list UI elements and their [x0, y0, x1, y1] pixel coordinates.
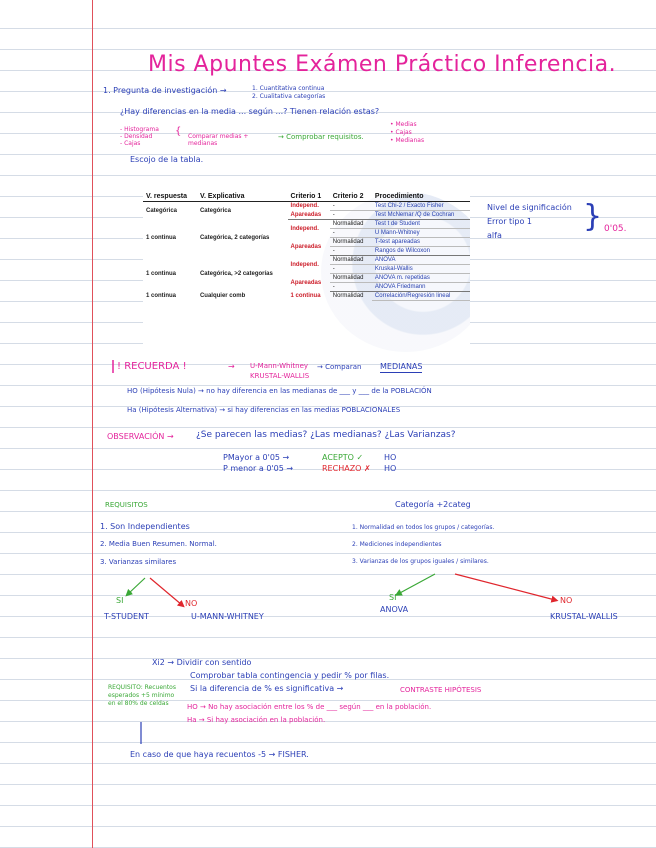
table-cell: T-test apareadas [372, 238, 470, 247]
chi-line-2: Si la diferencia de % es significativa → [190, 684, 344, 693]
graph-type-1: - Histograma [120, 126, 159, 133]
table-cell: Kruskal-Wallis [372, 265, 470, 274]
table-cell: - [330, 229, 372, 238]
arrow-icon: → [228, 362, 235, 371]
observacion-text: ¿Se parecen las medias? ¿Las medianas? ¿Las Varianzas? [196, 430, 456, 440]
choose-table: Escojo de la tabla. [130, 155, 204, 164]
table-cell: Test Chi-2 / Exacto Fisher [372, 202, 470, 211]
significance-level: Nivel de significación [487, 203, 572, 212]
header-cell: V. respuesta [143, 192, 197, 202]
header-cell: Criterio 1 [288, 192, 330, 202]
t-student-result: T-STUDENT [104, 612, 149, 621]
chi-label: Xi2 → Dividir con sentido [152, 658, 252, 667]
table-cell: - [330, 247, 372, 256]
table-cell: ANOVA m. repetidas [372, 274, 470, 283]
table-cell: 1 continua [146, 293, 177, 299]
arrow-si-right [398, 574, 435, 594]
table-cell: Cualquier comb [199, 293, 246, 299]
medianas-label: MEDIANAS [380, 362, 423, 371]
arrow-no-right [455, 574, 555, 600]
table-cell: Correlación/Regresión lineal [372, 292, 470, 301]
page-title: Mis Apuntes Exámen Práctico Inferencia. [148, 52, 617, 77]
table-cell: Categórica, >2 categorías [199, 270, 273, 277]
table-cell: Normalidad [330, 238, 372, 247]
table-cell: - [330, 211, 372, 220]
requisito-item: 3. Varianzas similares [100, 558, 177, 566]
stat-3: • Medianas [390, 137, 425, 144]
requisito-item: 2. Media Buen Resumen. Normal. [100, 540, 217, 548]
categoria-item: 1. Normalidad en todos los grupos / categorías. [352, 524, 495, 531]
compare-text: Comparar medias + medianas [188, 133, 249, 148]
h0-chi: HO → No hay asociación entre los % de ___ según ___ en la población. [187, 703, 432, 711]
ha-recuerda: Ha (Hipótesis Alternativa) → si hay diferencias en las medias POBLACIONALES [127, 406, 401, 414]
table-cell: Independ. [290, 261, 319, 268]
table-cell: Normalidad [332, 293, 364, 300]
alpha-label: alfa [487, 231, 502, 240]
table-cell: 1 continua [290, 293, 321, 299]
table-cell: Apareadas [290, 279, 322, 286]
recuerda-test-1: U-Mann-Whitney [250, 362, 309, 370]
table-cell: - [330, 283, 372, 292]
table-cell: Categórica [146, 207, 178, 214]
requisito-chi: en el 80% de celdas [108, 700, 169, 707]
requisito-chi: REQUISITO: Recuentos [108, 684, 176, 691]
table-cell: Independ. [290, 225, 319, 232]
table-cell: 1 continua [146, 270, 177, 277]
ha-chi: Ha → Si hay asociación en la población. [187, 716, 326, 724]
arrow-no-left [150, 578, 182, 605]
rechazo-h0: HO [384, 464, 397, 473]
table-cell: Categórica, 2 categorías [199, 234, 270, 241]
categoria-item: 3. Varianzas de los grupos iguales / similares. [352, 558, 489, 565]
no-label: NO [185, 599, 198, 608]
p-menor: P menor a 0'05 → [223, 464, 294, 473]
kruskal-result: KRUSTAL-WALLIS [550, 612, 618, 621]
requisito-chi: esperados +5 mínimo [108, 692, 175, 699]
table-cell: Apareadas [288, 211, 330, 220]
graph-type-3: - Cajas [120, 140, 141, 147]
si-label: SI [116, 596, 124, 605]
table-cell: Test McNemar /Q de Cochran [372, 211, 470, 220]
observacion-label: OBSERVACIÓN → [107, 432, 174, 441]
acepto-h0: HO [384, 453, 397, 462]
mann-whitney-result: U-MANN-WHITNEY [191, 612, 264, 621]
table-cell: Independ. [290, 203, 319, 210]
h0-recuerda: HO (Hipótesis Nula) → no hay diferencia en las medianas de ___ y ___ de la POBLACIÓN [127, 387, 432, 395]
question-1: 1. Pregunta de investigación → [103, 86, 227, 95]
acepto-label: ACEPTO ✓ [322, 453, 364, 462]
brace-icon: { [175, 126, 182, 137]
table-cell: U Mann-Whitney [372, 229, 470, 238]
fisher-note: En caso de que haya recuentos -5 → FISHER. [130, 750, 309, 759]
requisito-item: 1. Son Independientes [100, 522, 190, 531]
table-cell: 1 continua [146, 234, 177, 241]
categoria-title: Categoría +2categ [395, 500, 471, 509]
stat-1: • Medias [390, 121, 417, 128]
recuerda-test-2: KRUSTAL-WALLIS [250, 372, 310, 380]
brace-icon: } [583, 199, 603, 234]
header-cell: Criterio 2 [330, 192, 372, 202]
variable-type-1: 1. Cuantitativa continua [252, 85, 325, 92]
table-cell: - [330, 202, 372, 211]
rechazo-label: RECHAZO ✗ [322, 464, 371, 473]
table-cell: ANOVA [372, 256, 470, 265]
header-cell: Procedimiento [372, 192, 470, 202]
table-cell: Test t de Student [372, 220, 470, 229]
categoria-item: 2. Mediciones independientes [352, 541, 442, 548]
table-cell: Normalidad [330, 220, 372, 229]
variable-type-2: 2. Cualitativa categorías [252, 93, 326, 100]
chi-line-1: Comprobar tabla contingencia y pedir % por filas. [190, 671, 390, 680]
header-cell: V. Explicativa [197, 192, 288, 202]
table-cell: ANOVA Friedmann [372, 283, 470, 292]
arrow-si-left [128, 578, 145, 594]
table-cell: - [330, 265, 372, 274]
table-cell: Categórica [199, 207, 231, 214]
contraste-label: CONTRASTE HIPÓTESIS [400, 686, 482, 694]
p-mayor: PMayor a 0'05 → [223, 453, 290, 462]
question-2: ¿Hay diferencias en la media ... según ...? Tienen relación estas? [120, 107, 380, 116]
table-cell: Apareadas [290, 243, 322, 250]
alpha-value: 0'05. [604, 224, 627, 234]
table-cell: Normalidad [330, 274, 372, 283]
table-cell: Normalidad [330, 256, 372, 265]
anova-result: ANOVA [380, 605, 409, 614]
recuerda-label: ! RECUERDA ! [117, 361, 187, 372]
check-requirements: → Comprobar requisitos. [278, 133, 364, 141]
stat-2: • Cajas [390, 129, 412, 136]
error-type-1: Error tipo 1 [487, 217, 533, 226]
compare-label: → Comparan [317, 363, 362, 371]
si-label: SI [389, 593, 397, 602]
table-cell: Rangos de Wilcoxon [372, 247, 470, 256]
requisitos-title: REQUISITOS [105, 501, 148, 509]
no-label: NO [560, 596, 573, 605]
graph-type-2: - Densidad [120, 133, 153, 140]
